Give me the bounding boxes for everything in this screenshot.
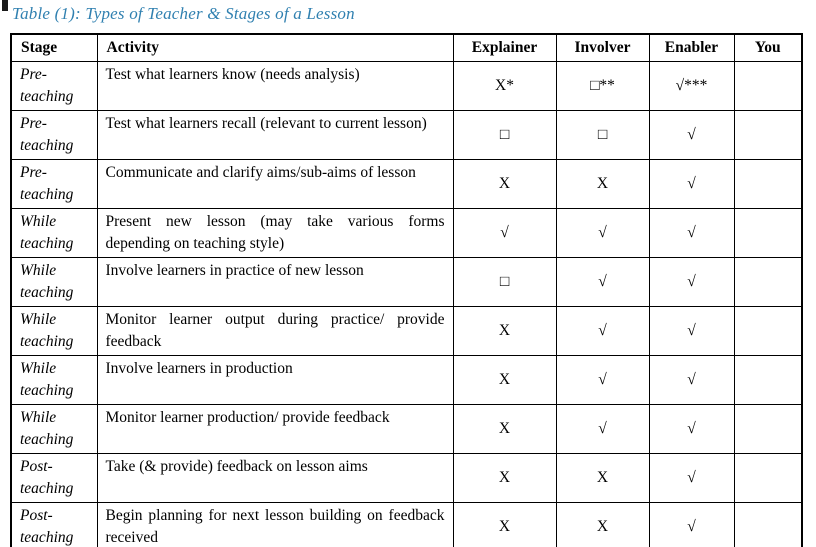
explainer-cell: X <box>453 404 556 453</box>
you-cell <box>734 257 802 306</box>
involver-cell: X <box>556 453 649 502</box>
activity-cell: Present new lesson (may take various forms depending on teaching style) <box>97 208 453 257</box>
table-row <box>11 404 802 453</box>
table-row <box>11 453 802 502</box>
enabler-cell: √*** <box>649 61 734 110</box>
activity-cell: Begin planning for next lesson building on feedback received <box>97 502 453 547</box>
table-caption: Table (1): Types of Teacher & Stages of a Lesson <box>12 4 355 23</box>
table-row <box>11 306 802 355</box>
involver-cell: √ <box>556 257 649 306</box>
activity-cell: Involve learners in practice of new lesson <box>97 257 453 306</box>
you-cell <box>734 110 802 159</box>
you-cell <box>734 355 802 404</box>
column-header-you: You <box>734 34 802 61</box>
activity-cell: Monitor learner production/ provide feedback <box>97 404 453 453</box>
enabler-cell: √ <box>649 355 734 404</box>
stage-cell: Pre-teaching <box>11 159 97 208</box>
involver-cell: √ <box>556 355 649 404</box>
stage-cell: While teaching <box>11 404 97 453</box>
table-row <box>11 110 802 159</box>
you-cell <box>734 208 802 257</box>
table-row <box>11 159 802 208</box>
stage-cell: While teaching <box>11 208 97 257</box>
enabler-cell: √ <box>649 453 734 502</box>
explainer-cell: X* <box>453 61 556 110</box>
column-header-explainer: Explainer <box>453 34 556 61</box>
enabler-cell: √ <box>649 110 734 159</box>
stage-cell: Post-teaching <box>11 502 97 547</box>
enabler-cell: √ <box>649 159 734 208</box>
explainer-cell: □ <box>453 257 556 306</box>
you-cell <box>734 306 802 355</box>
explainer-cell: □ <box>453 110 556 159</box>
activity-cell: Communicate and clarify aims/sub-aims of lesson <box>97 159 453 208</box>
explainer-cell: X <box>453 453 556 502</box>
involver-cell: X <box>556 502 649 547</box>
column-header-involver: Involver <box>556 34 649 61</box>
involver-cell: √ <box>556 208 649 257</box>
activity-cell: Take (& provide) feedback on lesson aims <box>97 453 453 502</box>
explainer-cell: X <box>453 159 556 208</box>
activity-cell: Test what learners know (needs analysis) <box>97 61 453 110</box>
involver-cell: □** <box>556 61 649 110</box>
activity-cell: Involve learners in production <box>97 355 453 404</box>
enabler-cell: √ <box>649 502 734 547</box>
involver-cell: √ <box>556 404 649 453</box>
you-cell <box>734 453 802 502</box>
enabler-cell: √ <box>649 404 734 453</box>
involver-cell: □ <box>556 110 649 159</box>
stage-cell: While teaching <box>11 355 97 404</box>
enabler-cell: √ <box>649 208 734 257</box>
table-row <box>11 502 802 547</box>
stage-cell: Post-teaching <box>11 453 97 502</box>
explainer-cell: X <box>453 502 556 547</box>
column-header-enabler: Enabler <box>649 34 734 61</box>
activity-cell: Monitor learner output during practice/ provide feedback <box>97 306 453 355</box>
you-cell <box>734 61 802 110</box>
column-header-stage: Stage <box>11 34 97 61</box>
stage-cell: Pre-teaching <box>11 110 97 159</box>
enabler-cell: √ <box>649 257 734 306</box>
stage-cell: While teaching <box>11 306 97 355</box>
stage-cell: While teaching <box>11 257 97 306</box>
table-row <box>11 208 802 257</box>
column-header-activity: Activity <box>97 34 453 61</box>
you-cell <box>734 159 802 208</box>
header-row <box>11 34 802 61</box>
table-row <box>11 355 802 404</box>
explainer-cell: √ <box>453 208 556 257</box>
explainer-cell: X <box>453 306 556 355</box>
involver-cell: X <box>556 159 649 208</box>
you-cell <box>734 404 802 453</box>
explainer-cell: X <box>453 355 556 404</box>
paragraph-anchor-mark <box>2 0 8 11</box>
activity-cell: Test what learners recall (relevant to current lesson) <box>97 110 453 159</box>
enabler-cell: √ <box>649 306 734 355</box>
table-row <box>11 61 802 110</box>
table-row <box>11 257 802 306</box>
involver-cell: √ <box>556 306 649 355</box>
you-cell <box>734 502 802 547</box>
stage-cell: Pre-teaching <box>11 61 97 110</box>
lesson-stages-table <box>10 33 803 547</box>
